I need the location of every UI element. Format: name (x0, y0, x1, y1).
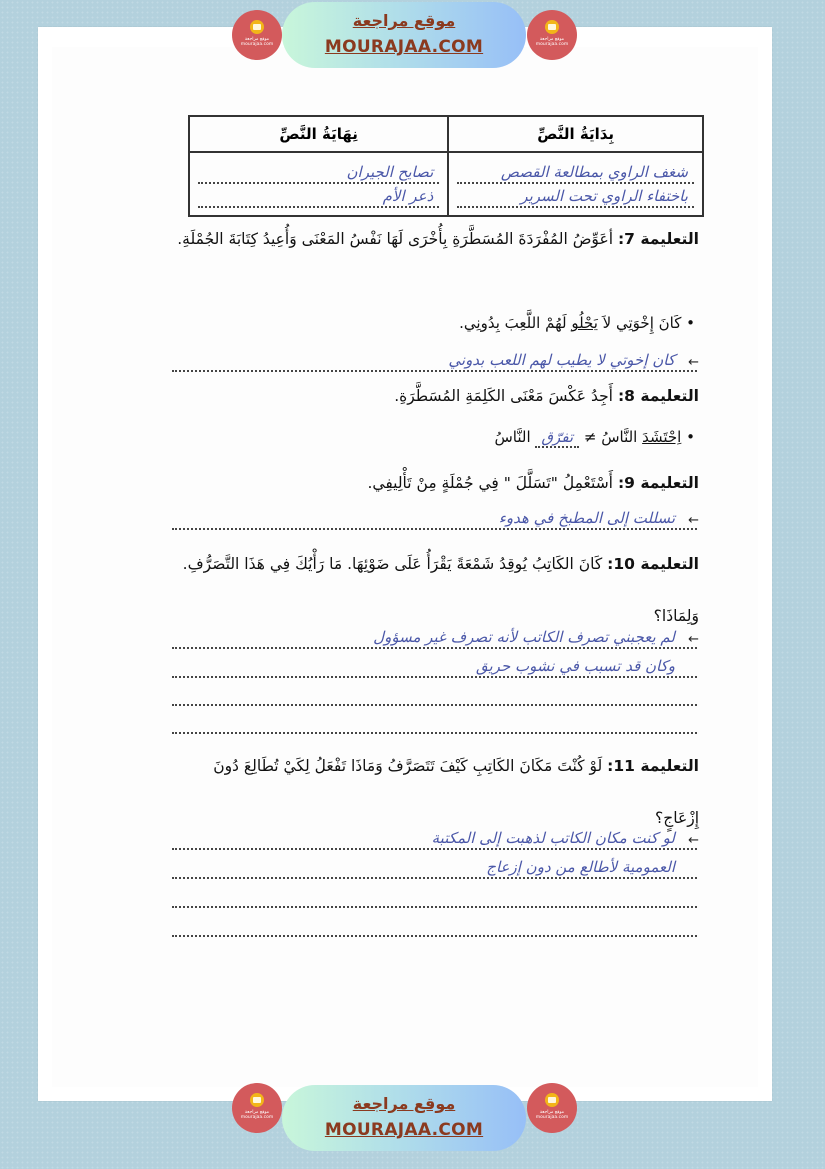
answer-line (198, 160, 439, 184)
site-logo-badge (232, 10, 282, 60)
instruction-text: أعَوِّضُ المُفْرَدَةَ المُسَطَّرَةِ بِأُخْرَى لَهَا نَفْسُ المَعْنَى وَأُعِيدُ كِتَابَةَ الجُمْلَةِ. (177, 230, 613, 248)
handwritten-answer: العمومية لأطالع من دون إزعاج (486, 858, 675, 876)
handwritten-answer: تسللت إلى المطبخ في هدوء (498, 509, 675, 527)
book-icon (250, 20, 264, 34)
cell-text-end (189, 152, 448, 216)
instruction-9 (165, 468, 699, 498)
site-name-arabic: موقع مراجعة (352, 11, 456, 30)
site-banner-bottom (0, 1082, 825, 1157)
answer-line-q7 (172, 346, 697, 372)
instruction-label: التعليمة 10: (607, 555, 699, 573)
handwritten-answer: لم يعجبني تصرف الكاتب لأنه تصرف غير مسؤول (373, 628, 675, 646)
text-start-end-table (188, 115, 704, 217)
header-text-start: بِدَايَةُ النَّصِّ (448, 116, 703, 152)
answer-line-q10 (172, 708, 697, 734)
sentence-part: النَّاسُ (494, 428, 536, 446)
arrow-icon: ← (688, 632, 699, 647)
answer-line-q10 (172, 680, 697, 706)
instruction-text: لَوْ كُنْتَ مَكَانَ الكَاتِبِ كَيْفَ تَتَصَرَّفُ وَمَاذَا تَفْعَلُ لِكَيْ تُطَالِعَ دُونَ إِزْعَاجٍ؟ (213, 757, 699, 827)
answer-line-q11 (172, 824, 697, 850)
site-logo-badge (527, 1083, 577, 1133)
handwritten-answer: ذعر الأم (382, 187, 434, 205)
sentence-part: النَّاسُ ≠ (579, 428, 643, 446)
instruction-7 (165, 224, 699, 254)
underlined-word: يَحْلُو (571, 314, 598, 332)
answer-line-q9 (172, 504, 697, 530)
handwritten-answer: لو كنت مكان الكاتب لذهبت إلى المكتبة (431, 829, 675, 847)
antonym-item (494, 428, 695, 446)
badge-caption: موقع مراجعة mourajaa.com (535, 37, 569, 47)
handwritten-answer: تفرّق (535, 428, 579, 448)
handwritten-answer: وكان قد تسبب في نشوب حريق (476, 657, 675, 675)
answer-line-q11 (172, 853, 697, 879)
instruction-label: التعليمة 9: (617, 474, 699, 492)
answer-line-q10 (172, 652, 697, 678)
arrow-icon: ← (688, 355, 699, 370)
instruction-text: أَسْتَعْمِلُ "تَسَلَّلَ " فِي جُمْلَةٍ مِنْ تَأْلِيفِي. (367, 474, 613, 492)
instruction-text: كَانَ الكَاتِبُ يُوقِدُ شَمْعَةً يَقْرَأُ عَلَى ضَوْئِهَا. مَا رَأْيُكَ فِي هَذَا التَّصَرُّفِ. وَلِمَاذَا؟ (182, 555, 699, 625)
handwritten-answer: تصايح الجيران (346, 163, 434, 181)
instruction-label: التعليمة 7: (617, 230, 699, 248)
book-icon (250, 1093, 264, 1107)
answer-line-q10 (172, 623, 697, 649)
site-banner-top (0, 0, 825, 75)
answer-line (198, 184, 439, 208)
book-icon (545, 1093, 559, 1107)
site-logo-badge (232, 1083, 282, 1133)
bullet-icon: • (686, 314, 695, 332)
answer-line-q11 (172, 882, 697, 908)
handwritten-answer: شغف الراوي بمطالعة القصص (500, 163, 688, 181)
site-name-arabic: موقع مراجعة (352, 1094, 456, 1113)
handwritten-answer: كان إخوتي لا يطيب لهم اللعب بدوني (448, 351, 675, 369)
sentence-part: كَانَ إِخْوَتِي لاَ (597, 314, 682, 332)
instruction-label: التعليمة 8: (617, 387, 699, 405)
underlined-word: اِحْتَشَدَ (642, 428, 682, 446)
answer-line-q11 (172, 911, 697, 937)
instruction-8 (165, 381, 699, 411)
site-link[interactable] (282, 2, 526, 68)
sentence-item (459, 314, 695, 332)
arrow-icon: ← (688, 513, 699, 528)
site-logo-badge (527, 10, 577, 60)
badge-caption: موقع مراجعة mourajaa.com (240, 37, 274, 47)
arrow-icon: ← (688, 833, 699, 848)
answer-line (457, 160, 694, 184)
answer-line (457, 184, 694, 208)
badge-caption: موقع مراجعة mourajaa.com (535, 1110, 569, 1120)
site-name-english: MOURAJAA.COM (324, 37, 484, 57)
site-link[interactable] (282, 1085, 526, 1151)
header-text-end: نِهَايَةُ النَّصِّ (189, 116, 448, 152)
site-name-english: MOURAJAA.COM (324, 1120, 484, 1140)
sentence-part: لَهُمْ اللَّعِبَ بِدُونِي. (459, 314, 572, 332)
cell-text-start (448, 152, 703, 216)
instruction-text: أَجِدُ عَكْسَ مَعْنَى الكَلِمَةِ المُسَطَّرَةِ. (394, 387, 613, 405)
handwritten-answer: باختفاء الراوي تحت السرير (520, 187, 688, 205)
book-icon (545, 20, 559, 34)
bullet-icon: • (686, 428, 695, 446)
instruction-label: التعليمة 11: (607, 757, 699, 775)
badge-caption: موقع مراجعة mourajaa.com (240, 1110, 274, 1120)
